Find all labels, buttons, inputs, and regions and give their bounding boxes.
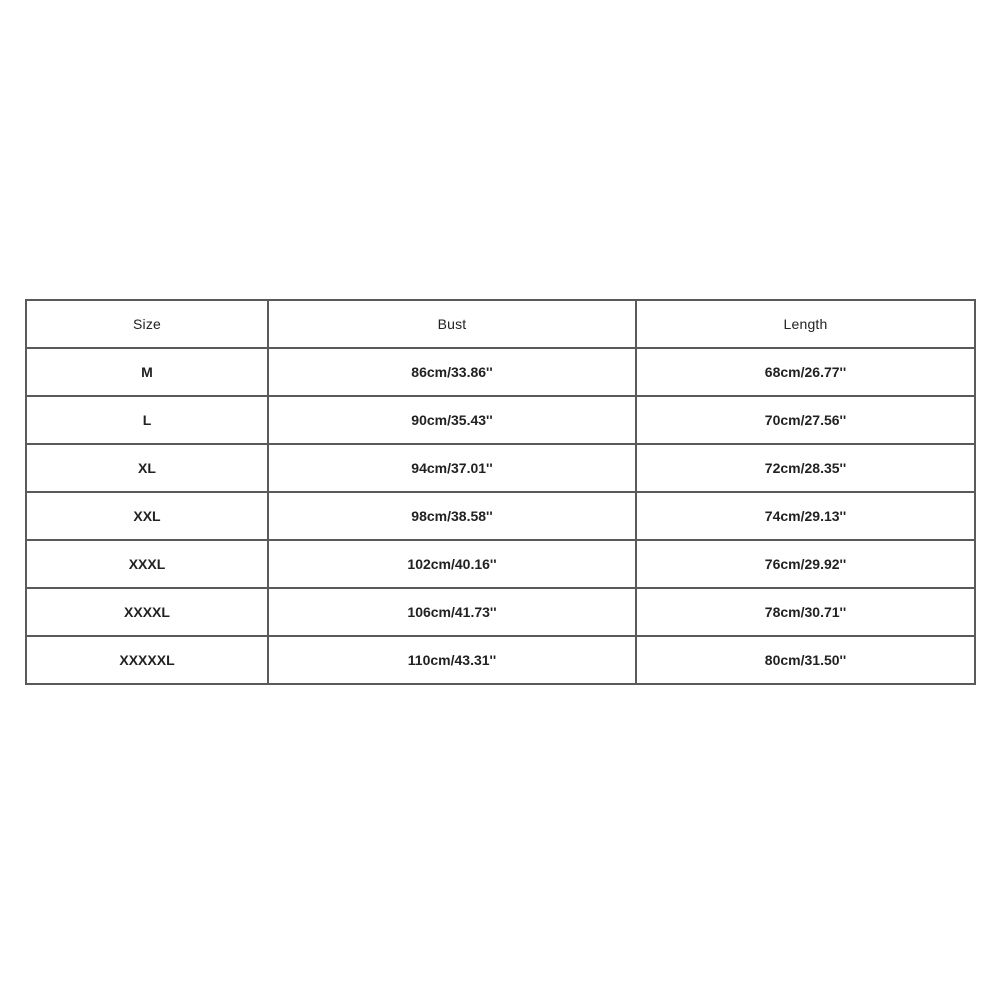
size-cell: XXXXL	[26, 588, 268, 636]
size-cell: XL	[26, 444, 268, 492]
length-cell: 72cm/28.35''	[636, 444, 975, 492]
length-cell: 80cm/31.50''	[636, 636, 975, 684]
bust-cell: 98cm/38.58''	[268, 492, 636, 540]
size-chart-table	[25, 299, 976, 685]
table-row	[26, 636, 975, 684]
table-row	[26, 540, 975, 588]
size-cell: XXXXXL	[26, 636, 268, 684]
table-row	[26, 348, 975, 396]
table-row	[26, 492, 975, 540]
bust-cell: 110cm/43.31''	[268, 636, 636, 684]
table-row	[26, 396, 975, 444]
column-header-bust: Bust	[268, 300, 636, 348]
bust-cell: 86cm/33.86''	[268, 348, 636, 396]
size-cell: XXXL	[26, 540, 268, 588]
bust-cell: 90cm/35.43''	[268, 396, 636, 444]
length-cell: 76cm/29.92''	[636, 540, 975, 588]
table-row	[26, 444, 975, 492]
column-header-size: Size	[26, 300, 268, 348]
size-cell: M	[26, 348, 268, 396]
column-header-length: Length	[636, 300, 975, 348]
bust-cell: 94cm/37.01''	[268, 444, 636, 492]
size-cell: XXL	[26, 492, 268, 540]
bust-cell: 106cm/41.73''	[268, 588, 636, 636]
size-cell: L	[26, 396, 268, 444]
length-cell: 70cm/27.56''	[636, 396, 975, 444]
length-cell: 68cm/26.77''	[636, 348, 975, 396]
length-cell: 74cm/29.13''	[636, 492, 975, 540]
table-row	[26, 588, 975, 636]
length-cell: 78cm/30.71''	[636, 588, 975, 636]
bust-cell: 102cm/40.16''	[268, 540, 636, 588]
table-header-row	[26, 300, 975, 348]
